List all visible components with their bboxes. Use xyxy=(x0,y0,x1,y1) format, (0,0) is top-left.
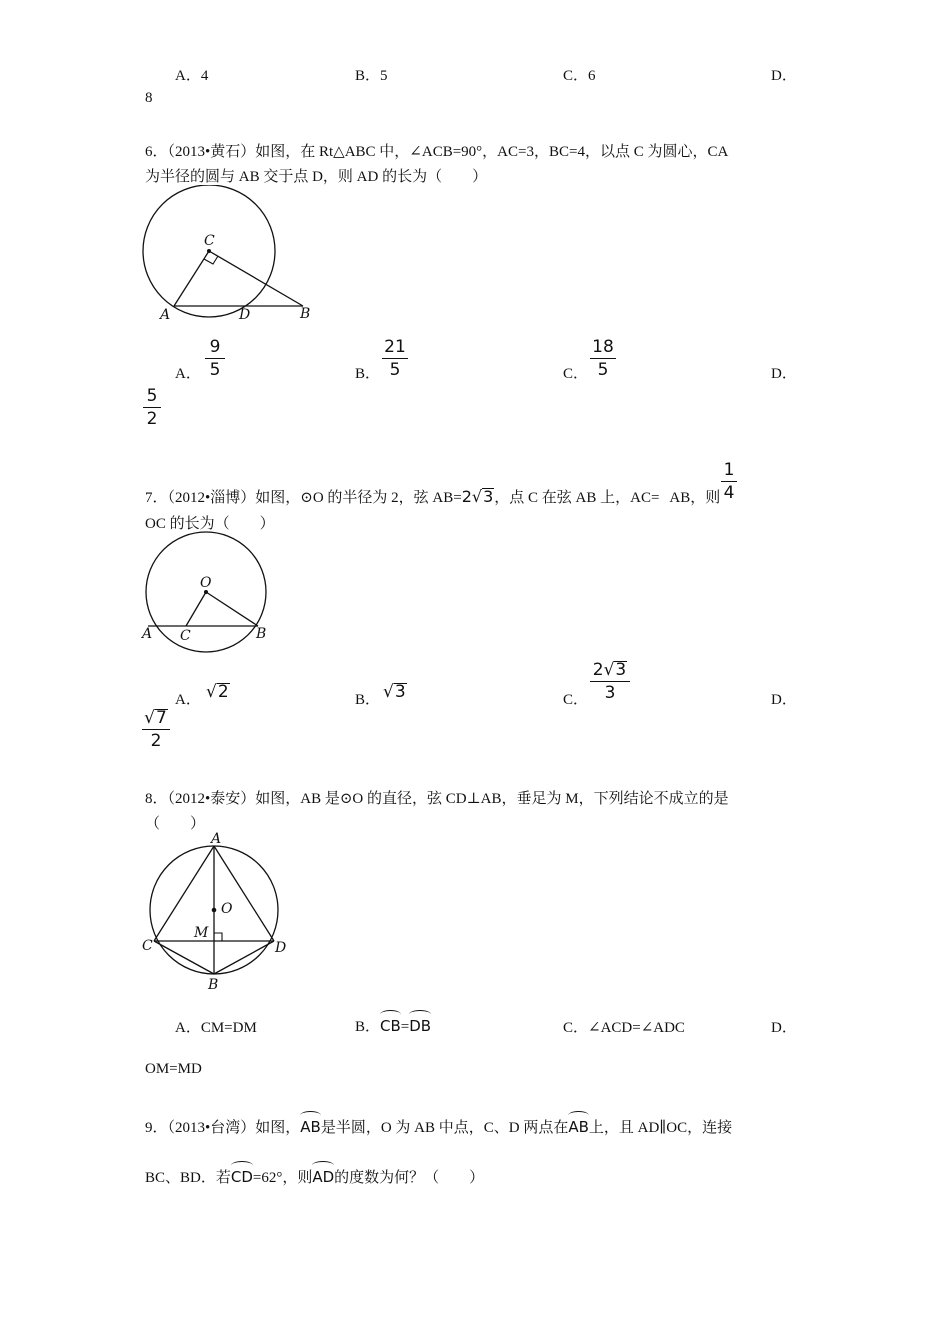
q6-option-d-numerator: 5 xyxy=(146,386,158,406)
q5-option-c: C．6 xyxy=(563,68,596,84)
q7-option-b-label: B． xyxy=(355,692,381,708)
q8-label-c: C xyxy=(142,938,153,954)
q6-option-a-denominator: 5 xyxy=(209,360,221,380)
q7-segment-ob xyxy=(206,592,258,626)
q9-stem-text-b: 是半圆，O 为 AB 中点，C、D 两点在 xyxy=(320,1120,569,1136)
q8-option-b-arc-cb: CB xyxy=(380,1014,401,1035)
q7-option-c-radicand: 3 xyxy=(615,660,627,680)
q7-ab-radicand: 3 xyxy=(483,487,494,506)
q6-option-c-denominator: 5 xyxy=(597,360,609,380)
q6-option-c-fraction xyxy=(590,337,616,380)
q7-label-a: A xyxy=(142,626,153,642)
q9-stem-line1 xyxy=(145,1115,732,1137)
q7-option-d-label: D． xyxy=(771,692,797,708)
q6-option-b-fraction xyxy=(382,337,408,380)
q8-segment-cb xyxy=(154,941,214,974)
q8-option-d-value: OM=MD xyxy=(145,1061,202,1077)
q8-center-dot xyxy=(212,908,217,913)
q6-option-d-denominator: 2 xyxy=(146,409,158,429)
q7-option-c-numerator: 2√3 xyxy=(592,660,627,680)
q6-option-c-numerator: 18 xyxy=(592,337,614,357)
q6-option-a-fraction xyxy=(205,337,225,380)
q7-ac-numerator: 1 xyxy=(723,460,735,480)
fraction-bar xyxy=(382,358,408,359)
q7-figure xyxy=(136,530,286,655)
q7-option-c-fraction xyxy=(590,660,630,703)
q9-arc-cd: CD xyxy=(231,1165,253,1186)
q7-stem-text-a: 7．（2012•淄博）如图，⊙O 的半径为 2，弦 AB= xyxy=(145,490,462,506)
q7-ac-fraction xyxy=(721,460,737,503)
q7-stem-line2: OC 的长为（ ） xyxy=(145,516,275,532)
q8-label-m: M xyxy=(194,925,209,941)
q8-label-d: D xyxy=(275,940,287,956)
q6-stem-line2: 为半径的圆与 AB 交于点 D，则 AD 的长为（ ） xyxy=(145,169,488,185)
q8-figure xyxy=(136,828,296,993)
q6-figure xyxy=(136,185,326,330)
q6-option-b-denominator: 5 xyxy=(389,360,401,380)
fraction-bar xyxy=(590,358,616,359)
fraction-bar xyxy=(721,481,737,482)
q9-stem-text-a: 9．（2013•台湾）如图， xyxy=(145,1120,301,1136)
q6-right-angle-mark xyxy=(204,256,218,264)
q7-option-d-denominator: 2 xyxy=(150,731,162,751)
q7-option-a-label: A． xyxy=(175,692,201,708)
q7-ac-denominator: 4 xyxy=(723,483,735,503)
fraction-bar xyxy=(590,681,630,682)
q8-option-b-equals: = xyxy=(400,1019,410,1035)
q5-option-d-value: 8 xyxy=(145,90,153,106)
q7-stem-line1 xyxy=(145,486,720,507)
q8-right-angle-mark xyxy=(214,933,222,941)
q8-segment-db xyxy=(214,941,274,974)
q7-stem-text-b: ，点 C 在弦 AB 上，AC= xyxy=(494,490,660,506)
q8-label-a: A xyxy=(211,831,222,847)
q7-option-c-denominator: 3 xyxy=(604,683,616,703)
q7-option-a-value: √2 xyxy=(206,682,229,702)
q5-option-b: B．5 xyxy=(355,68,388,84)
q6-segment-ca xyxy=(174,251,209,306)
q7-ab-value: 2√3 xyxy=(461,487,494,506)
q9-stem-text-f: 的度数为何？（ ） xyxy=(334,1170,485,1186)
fraction-bar xyxy=(142,729,170,730)
q6-label-c: C xyxy=(204,233,215,249)
q7-label-o: O xyxy=(200,575,212,591)
q9-stem-text-e: =62°，则 xyxy=(252,1170,313,1186)
q8-label-b: B xyxy=(208,977,219,993)
q9-stem-line2 xyxy=(145,1165,484,1187)
q7-option-b-value: √3 xyxy=(383,682,406,702)
q5-option-a: A．4 xyxy=(175,68,209,84)
q7-label-b: B xyxy=(256,626,267,642)
q7-option-a-radicand: 2 xyxy=(217,682,229,702)
q5-option-d: D． xyxy=(771,68,797,84)
q8-stem-line1: 8．（2012•泰安）如图，AB 是⊙O 的直径，弦 CD⊥AB，垂足为 M，下列结论不成立的是 xyxy=(145,791,729,807)
q6-center-dot xyxy=(207,249,211,253)
q6-option-d-label: D． xyxy=(771,366,797,382)
q8-option-c: C．∠ACD=∠ADC xyxy=(563,1020,685,1036)
q6-option-a-numerator: 9 xyxy=(209,337,221,357)
q8-option-b xyxy=(355,1014,431,1036)
q7-stem-text-c: AB，则 xyxy=(669,490,721,506)
q7-label-c: C xyxy=(180,628,191,644)
fraction-bar xyxy=(143,407,161,408)
q9-stem-text-c: 上，且 AD∥OC，连接 xyxy=(588,1120,733,1136)
q6-label-d: D xyxy=(239,307,251,323)
q8-option-b-arc-db: DB xyxy=(409,1014,431,1035)
q8-stem-line2: （ ） xyxy=(145,816,206,832)
q6-option-b-label: B． xyxy=(355,366,381,382)
q6-label-a: A xyxy=(160,307,171,323)
q7-option-d-radicand: 7 xyxy=(156,708,167,728)
q8-segment-ad xyxy=(214,846,274,941)
q7-option-d-numerator: √7 xyxy=(144,708,167,728)
q7-segment-oc xyxy=(186,592,206,626)
q7-ab-coefficient: 2 xyxy=(461,487,472,506)
q6-option-d-fraction xyxy=(143,386,161,429)
q9-stem-text-d: BC、BD．若 xyxy=(145,1170,231,1186)
q6-label-b: B xyxy=(300,306,311,322)
q7-option-d-fraction xyxy=(142,708,170,751)
q9-arc-ad: AD xyxy=(312,1165,334,1186)
q8-option-d-label: D． xyxy=(771,1020,797,1036)
q8-option-a: A．CM=DM xyxy=(175,1020,257,1036)
q9-arc-ab-1: AB xyxy=(300,1115,321,1136)
q9-arc-ab-2: AB xyxy=(568,1115,589,1136)
fraction-bar xyxy=(205,358,225,359)
q7-option-c-label: C． xyxy=(563,692,589,708)
q7-option-c-coefficient: 2 xyxy=(592,660,604,680)
q6-option-c-label: C． xyxy=(563,366,589,382)
q8-option-b-label: B． xyxy=(355,1019,381,1035)
q6-option-b-numerator: 21 xyxy=(384,337,406,357)
q7-option-b-radicand: 3 xyxy=(394,682,406,702)
q6-stem-line1: 6．（2013•黄石）如图，在 Rt△ABC 中，∠ACB=90°，AC=3，BC=4，以点 C 为圆心，CA xyxy=(145,144,729,160)
q6-option-a-label: A． xyxy=(175,366,201,382)
q8-label-o: O xyxy=(221,901,233,917)
